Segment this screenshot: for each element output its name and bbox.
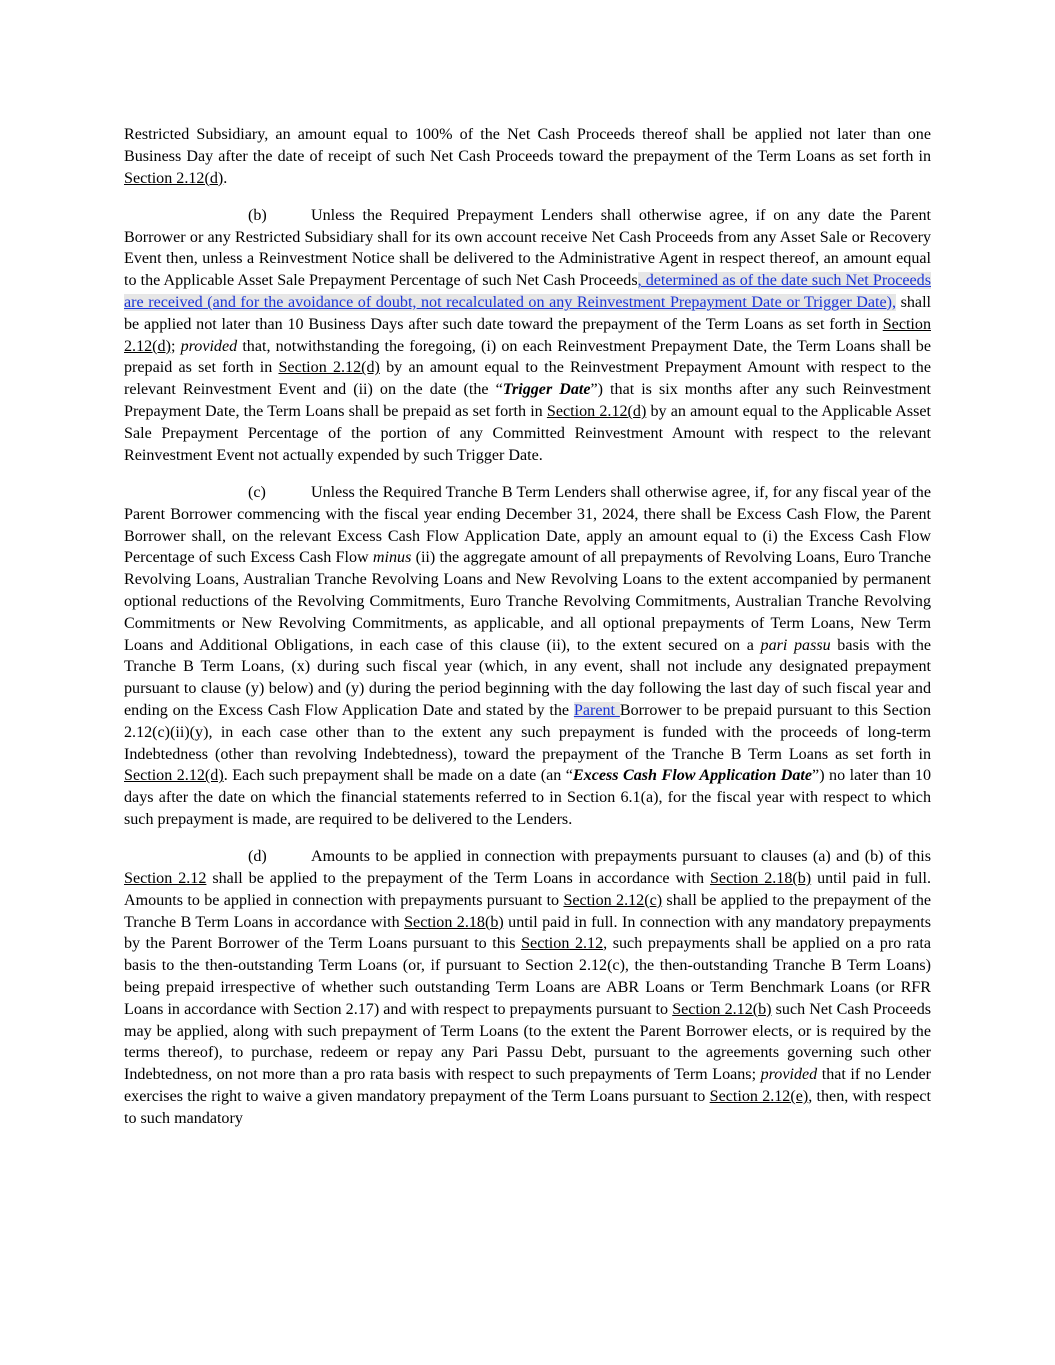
document-page (124, 124, 931, 1145)
clause-label: (d) (248, 848, 267, 866)
clause-label: (c) (248, 483, 266, 501)
section-reference: Section 2.18(b) (404, 913, 504, 931)
section-reference: Section 2.12(d) (124, 169, 224, 187)
paragraph-continuation: Restricted Subsidiary, an amount equal to 100% of the Net Cash Proceeds thereof shall be applied not later than one Business Day after the date of receipt of such Net Cash Proceeds toward the prepayment of the Term Loans as set forth in Section 2.12(d). (124, 126, 931, 187)
section-reference: Section 2.12 (124, 870, 207, 887)
paragraph-c: (c) Unless the Required Tranche B Term Lenders shall otherwise agree, if, for any fiscal year of the Parent Borrower commencing with the fiscal year ending December 31, 2024, there shall be Excess Cash Flow, the Parent Borrower shall, on the relevant Excess Cash Flow Application Date, apply an amount equal to (i) the Excess Cash Flow Percentage of such Excess Cash Flow minus (ii) the aggregate amount of all prepayments of Revolving Loans, Euro Tranche Revolving Loans, Australian Tranche Revolving Loans and New Revolving Loans to the extent accompanied by permanent optional reductions of the Revolving Commitments, Euro Tranche Revolving Commitments, Australian Tranche Revolving Commitments or New Revolving Commitments, as applicable, and all optional prepayments of Term Loans, New Term Loans and Additional Obligations, in each case of this clause (ii), to the extent secured on a pari passu basis with the Tranche B Term Loans, (x) during such fiscal year (which, in any event, shall not include any designated prepayment pursuant to clause (y) below) and (y) during the period beginning with the day following the last day of such fiscal year and ending on the Excess Cash Flow Application Date and stated by the Parent Borrower to be prepaid pursuant to this Section 2.12(c)(ii)(y), in each case other than to the extent any such prepayment is funded with the proceeds of long-term Indebtedness (other than revolving Indebtedness), toward the prepayment of the Tranche B Term Loans as set forth in Section 2.12(d). Each such prepayment shall be made on a date (an “Excess Cash Flow Application Date”) no later than 10 days after the date on which the financial statements referred to in Section 6.1(a), for the fiscal year with respect to which such prepayment is made, are required to be delivered to the Lenders. (124, 483, 932, 828)
parent-link[interactable]: Parent (573, 701, 620, 719)
section-reference: Section 2.12(d) (124, 767, 224, 785)
section-reference: Section 2.12(d) (278, 359, 380, 377)
defined-term: Trigger Date (502, 381, 591, 399)
section-reference: Section 2.12(c) (563, 891, 663, 909)
clause-label: (b) (248, 206, 267, 224)
tracked-insertion[interactable]: , determined as of the date such Net Proceeds are received (and for the avoidance of doubt, not recalculated on any Reinvestment Prepayment Date or Trigger Date), (124, 272, 931, 312)
defined-term: Excess Cash Flow Application Date (572, 767, 813, 785)
section-reference: Section 2.18(b) (709, 870, 812, 887)
section-reference: Section 2.12 (521, 935, 604, 953)
section-reference: Section 2.12(e) (709, 1087, 809, 1105)
section-reference: Section 2.12(d) (124, 315, 931, 355)
paragraph-b: (b) Unless the Required Prepayment Lenders shall otherwise agree, if on any date the Parent Borrower or any Restricted Subsidiary shall for its own account receive Net Cash Proceeds from any Asset Sale or Recovery Event then, unless a Reinvestment Notice shall be delivered to the Administrative Agent in respect thereof, an amount equal to the Applicable Asset Sale Prepayment Percentage of such Net Cash Proceeds, determined as of the date such Net Proceeds are received (and for the avoidance of doubt, not recalculated on any Reinvestment Prepayment Date or Trigger Date), shall be applied not later than 10 Business Days after such date toward the prepayment of the Term Loans as set forth in Section 2.12(d); provided that, notwithstanding the foregoing, (i) on each Reinvestment Prepayment Date, the Term Loans shall be prepaid as set forth in Section 2.12(d) by an amount equal to the Reinvestment Prepayment Amount with respect to the relevant Reinvestment Event and (ii) on the date (the “Trigger Date”) that is six months after any such Reinvestment Prepayment Date, the Term Loans shall be prepaid as set forth in Section 2.12(d) by an amount equal to the Applicable Asset Sale Prepayment Percentage of the portion of any Committed Reinvestment Amount with respect to the relevant Reinvestment Event not actually expended by such Trigger Date. (124, 206, 932, 464)
paragraph-d: (d) Amounts to be applied in connection with prepayments pursuant to clauses (a) and (b) of this Section 2.12 shall be applied to the prepayment of the Term Loans in accordance with Section 2.18(b) until paid in full. Amounts to be applied in connection with prepayments pursuant to Section 2.12(c) shall be applied to the prepayment of the Tranche B Term Loans in accordance with Section 2.18(b) until paid in full. In connection with any mandatory prepayments by the Parent Borrower of the Term Loans pursuant to this Section 2.12, such prepayments shall be applied on a pro rata basis to the then-outstanding Term Loans (or, if pursuant to Section 2.12(c), the then-outstanding Tranche B Term Loans) being prepaid irrespective of whether such outstanding Term Loans are ABR Loans or Term Benchmark Loans (or RFR Loans in accordance with Section 2.17) and with respect to prepayments pursuant to Section 2.12(b) such Net Cash Proceeds may be applied, along with such prepayment of Term Loans (to the extent the Parent Borrower elects, or is required by the terms thereof), to purchase, redeem or repay any Pari Passu Debt, pursuant to the agreements governing such other Indebtedness, on not more than a pro rata basis with respect to such prepayments of Term Loans; provided that if no Lender exercises the right to waive a given mandatory prepayment of the Term Loans pursuant to Section 2.12(e), then, with respect to such mandatory (124, 848, 932, 1127)
section-reference: Section 2.12(d) (546, 403, 647, 421)
section-reference: Section 2.12(b) (672, 1000, 772, 1018)
